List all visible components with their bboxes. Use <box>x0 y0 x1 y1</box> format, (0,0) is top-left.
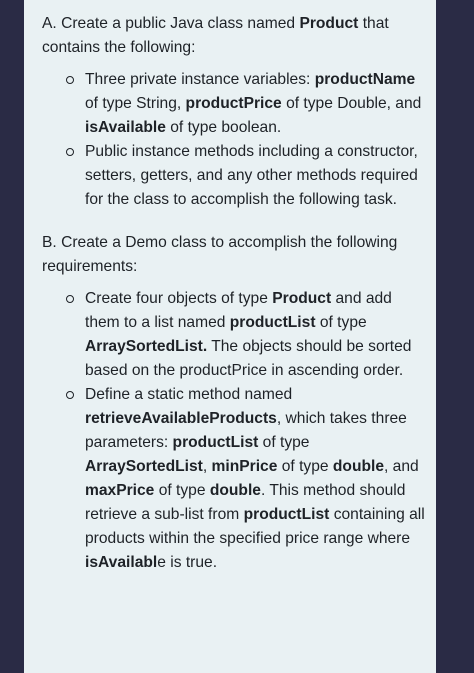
bold-term: productList <box>172 434 259 451</box>
text-run: that contains the following: <box>42 15 389 56</box>
bold-term: productList <box>243 506 330 523</box>
section-a-bullet-2-text <box>85 143 418 208</box>
section-a-heading <box>42 12 426 60</box>
text-run: of type boolean. <box>165 119 282 136</box>
section-a <box>42 12 426 212</box>
text-run: of type String, <box>85 95 186 112</box>
bold-term: productList <box>229 314 316 331</box>
section-a-bullet-1-text <box>85 71 421 136</box>
document-panel <box>24 0 436 673</box>
section-a-bullet-list <box>42 68 426 212</box>
text-run: Three private instance variables: <box>85 71 315 88</box>
text-run: e is true. <box>157 554 218 571</box>
bold-term: maxPrice <box>85 482 155 499</box>
text-run: containing all products within the specified price range where <box>85 506 425 547</box>
text-run: of type <box>315 314 367 331</box>
section-b-bullet-2 <box>85 383 426 575</box>
section-b-bullet-1 <box>85 287 426 383</box>
text-run: Public instance methods including a constructor, setters, getters, and any other methods required for the class to accomplish the following task. <box>85 143 418 208</box>
hollow-circle-bullet-icon <box>66 76 74 84</box>
text-run: and add them to a list named <box>85 290 392 331</box>
text-run: of type <box>277 458 333 475</box>
bold-term: double <box>209 482 261 499</box>
text-run: , <box>202 458 212 475</box>
bold-term: double <box>332 458 384 475</box>
hollow-circle-bullet-icon <box>66 391 74 399</box>
bold-term: Product <box>299 15 359 32</box>
text-run: , which takes three parameters: <box>85 410 407 451</box>
section-a-bullet-2 <box>85 140 426 212</box>
bold-term: ArraySortedList. <box>85 338 208 355</box>
bold-term: minPrice <box>211 458 278 475</box>
bold-term: Product <box>272 290 332 307</box>
section-b-bullet-1-text <box>85 290 411 379</box>
bold-term: ArraySortedList <box>85 458 203 475</box>
text-run: of type <box>154 482 210 499</box>
section-b-bullet-2-text <box>85 386 425 571</box>
text-run: A. Create a public Java class named <box>42 15 300 32</box>
hollow-circle-bullet-icon <box>66 295 74 303</box>
bold-term: isAvailable <box>85 119 166 136</box>
text-run: Define a static method named <box>85 386 293 403</box>
text-run: , and <box>384 458 419 475</box>
text-run: The objects should be sorted based on the productPrice in ascending order. <box>85 338 412 379</box>
bold-term: retrieveAvailableProducts <box>85 410 277 427</box>
section-a-bullet-1 <box>85 68 426 140</box>
text-run: Create four objects of type <box>85 290 273 307</box>
section-b-heading <box>42 231 426 279</box>
text-run: B. Create a Demo class to accomplish the following requirements: <box>42 234 398 275</box>
text-run: . This method should retrieve a sub-list from <box>85 482 406 523</box>
section-b-bullet-list <box>42 287 426 575</box>
section-b <box>42 231 426 575</box>
bold-term: isAvailabl <box>85 554 158 571</box>
text-run: of type Double, and <box>281 95 422 112</box>
bold-term: productPrice <box>185 95 282 112</box>
bold-term: productName <box>314 71 416 88</box>
hollow-circle-bullet-icon <box>66 148 74 156</box>
text-run: of type <box>258 434 310 451</box>
